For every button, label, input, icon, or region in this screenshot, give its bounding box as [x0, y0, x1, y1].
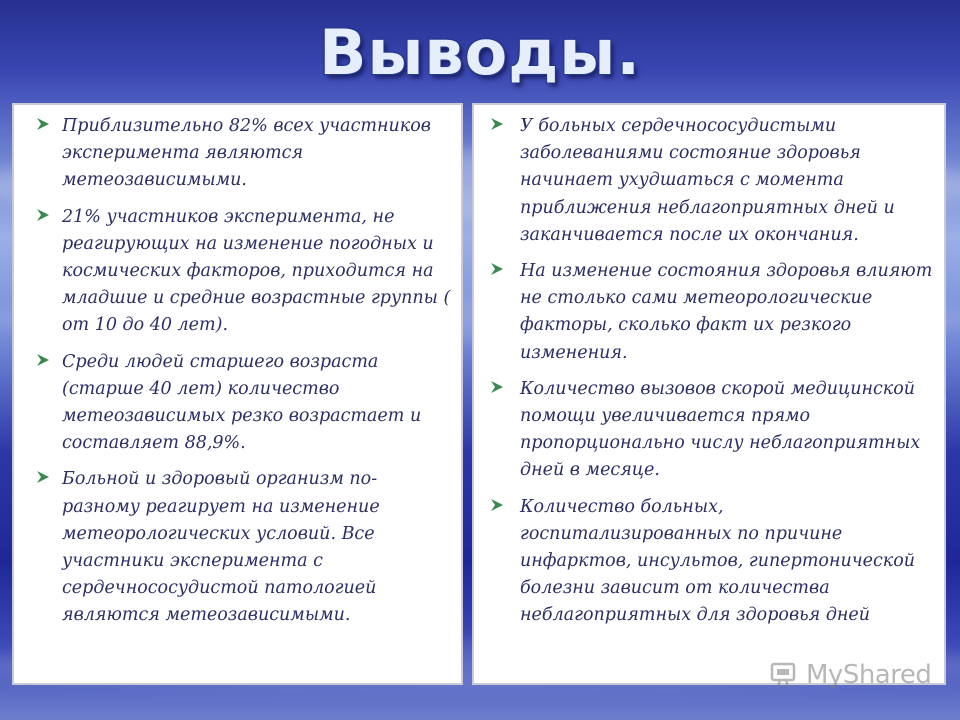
arrow-bullet-icon	[490, 380, 504, 394]
myshared-watermark	[770, 655, 930, 695]
list-item	[32, 113, 451, 195]
arrow-bullet-icon	[490, 262, 504, 276]
list-item	[32, 204, 451, 340]
arrow-bullet-icon	[36, 353, 50, 367]
conclusion-text: Среди людей старшего возраста (старше 40 лет) количество метеозависимых резко возрастает и составляет 88,9%.	[62, 351, 422, 454]
watermark-text: MyShared	[806, 660, 932, 690]
myshared-logo-icon	[770, 660, 800, 690]
conclusion-text: Больной и здоровый организм по-разному реагирует на изменение метеорологических условий. Все участники эксперимента с сердечнососудистой патологией являются метеозависимыми.	[62, 469, 380, 626]
arrow-bullet-icon	[490, 498, 504, 512]
arrow-bullet-icon	[490, 117, 504, 131]
arrow-bullet-icon	[36, 117, 50, 131]
arrow-bullet-icon	[36, 208, 50, 222]
arrow-bullet-icon	[36, 470, 50, 484]
list-item	[486, 376, 936, 485]
conclusion-text: У больных сердечнососудистыми заболеваниями состояние здоровья начинает ухудшаться с момента приближения неблагоприятных дней и заканчивается после их окончания.	[520, 116, 895, 245]
list-item	[32, 466, 451, 629]
list-item	[486, 113, 936, 249]
list-item	[32, 349, 451, 458]
list-item	[486, 494, 936, 630]
slide-title: Выводы.	[319, 16, 641, 89]
left-conclusions-panel	[12, 103, 463, 685]
conclusion-text: На изменение состояния здоровья влияют не столько сами метеорологические факторы, сколько факт их резкого изменения.	[520, 261, 933, 363]
conclusion-text: 21% участников эксперимента, не реагирующих на изменение погодных и космических факторов, приходится на младшие и средние возрастные группы ( от 10 до 40 лет).	[62, 206, 451, 336]
conclusion-text: Количество вызовов скорой медицинской помощи увеличивается прямо пропорционально числу неблагоприятных дней в месяце.	[520, 378, 921, 481]
list-item	[486, 258, 936, 367]
conclusion-text: Количество больных, госпитализированных по причине инфарктов, инсультов, гипертонической болезни зависит от количества неблагоприятных для здоровья дней	[520, 496, 916, 626]
conclusion-text: Приблизительно 82% всех участников эксперимента являются метеозависимыми.	[62, 116, 431, 191]
right-conclusions-panel	[472, 103, 946, 685]
